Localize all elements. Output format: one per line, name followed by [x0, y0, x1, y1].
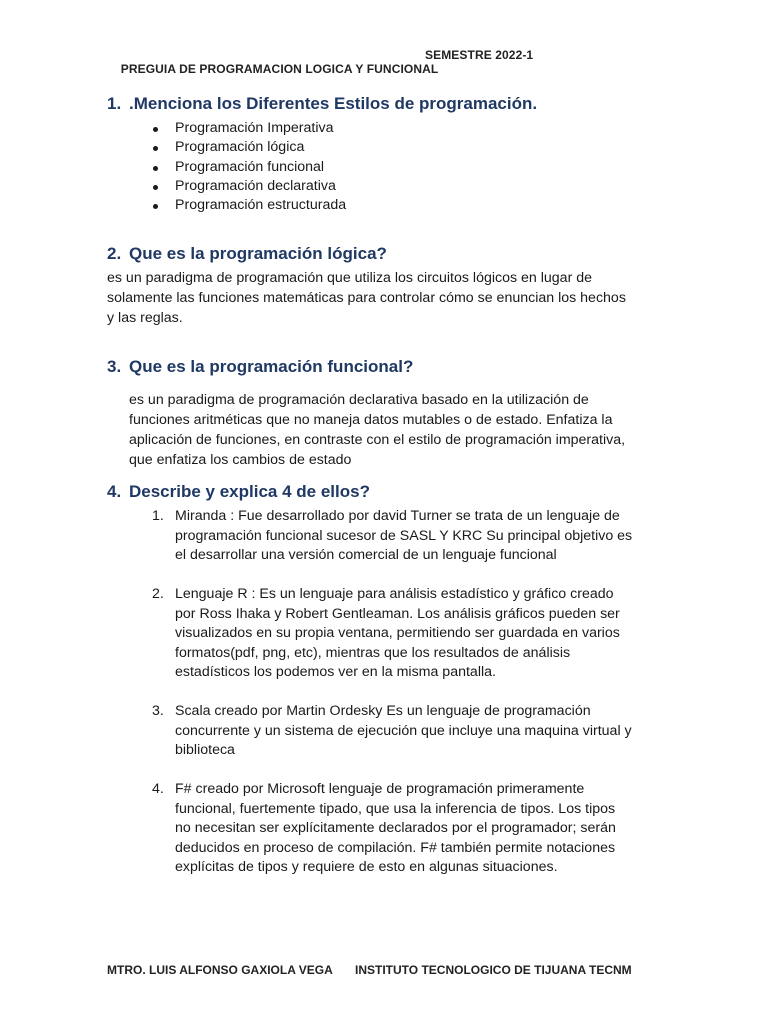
item-line: visualizados en su propia ventana, permitiendo ser guardada en varios	[175, 625, 620, 641]
answer-line: aplicación de funciones, en contraste con el estilo de programación imperativa,	[129, 432, 626, 448]
item-line: funcional, fuertemente tipado, que usa la inferencia de tipos. Los tipos	[175, 800, 616, 817]
item-number: 1.	[152, 508, 164, 524]
styles-list	[150, 119, 346, 215]
question-3-number: 3.	[107, 357, 122, 376]
question-4-heading	[107, 482, 370, 502]
list-item: Programación Imperativa	[150, 119, 346, 138]
footer-institution: INSTITUTO TECNOLOGICO DE TIJUANA TECNM	[355, 963, 632, 977]
item-line: estadísticos los podemos ver en la misma pantalla.	[175, 664, 496, 680]
item-line: explícitas de tipos y requiere de esto en algunas situaciones.	[175, 859, 558, 875]
question-2-answer	[107, 268, 626, 328]
footer-author: MTRO. LUIS ALFONSO GAXIOLA VEGA	[107, 963, 333, 977]
question-4-title: Describe y explica 4 de ellos?	[129, 482, 370, 501]
question-1-number: 1.	[107, 94, 122, 113]
item-line: concurrente y un sistema de ejecución que incluye una maquina virtual y	[175, 722, 632, 739]
question-2-number: 2.	[107, 244, 122, 263]
question-2-title: Que es la programación lógica?	[129, 244, 387, 263]
item-line: programación funcional sucesor de SASL Y KRC Su principal objetivo es	[175, 527, 633, 544]
item-line: biblioteca	[175, 742, 235, 758]
list-item: Programación lógica	[150, 138, 346, 157]
answer-line: es un paradigma de programación que utiliza los circuitos lógicos en lugar de	[107, 270, 593, 286]
item-line: Miranda : Fue desarrollado por david Turner se trata de un lenguaje de	[175, 508, 620, 524]
question-3-answer	[129, 390, 625, 470]
question-3-heading	[107, 357, 413, 377]
list-item	[150, 585, 650, 683]
answer-line: funciones aritméticas que no maneja datos mutables o de estado. Enfatiza la	[129, 412, 613, 428]
item-number: 3.	[152, 703, 164, 719]
question-1-heading	[107, 94, 537, 114]
list-item: Programación estructurada	[150, 196, 346, 215]
header-semester: SEMESTRE 2022-1	[425, 48, 534, 62]
item-number: 4.	[152, 781, 164, 797]
item-line: no necesitan ser explícitamente declarados por el programador; serán	[175, 820, 616, 836]
item-line: Scala creado por Martin Ordesky Es un lenguaje de programación	[175, 703, 591, 719]
answer-line: es un paradigma de programación declarativa basado en la utilización de	[129, 392, 589, 408]
list-item: Programación declarativa	[150, 177, 346, 196]
item-line: formatos(pdf, png, etc), mientras que los resultados de análisis	[175, 644, 571, 661]
header-title: PREGUIA DE PROGRAMACION LOGICA Y FUNCIONAL	[120, 62, 439, 76]
list-item	[150, 507, 650, 566]
languages-list	[150, 507, 650, 897]
list-item	[150, 780, 650, 878]
item-line: Lenguaje R : Es un lenguaje para análisis estadístico y gráfico creado	[175, 586, 614, 602]
question-3-title: Que es la programación funcional?	[129, 357, 414, 376]
answer-line: solamente las funciones matemáticas para controlar cómo se enuncian los hechos	[107, 290, 626, 306]
item-line: F# creado por Microsoft lenguaje de programación primeramente	[175, 781, 585, 797]
list-item: Programación funcional	[150, 158, 346, 177]
item-number: 2.	[152, 586, 164, 602]
answer-line: que enfatiza los cambios de estado	[129, 452, 352, 468]
question-1-title: .Menciona los Diferentes Estilos de programación.	[129, 94, 538, 113]
question-4-number: 4.	[107, 482, 122, 501]
question-2-heading	[107, 244, 387, 264]
item-line: deducidos en proceso de compilación. F# también permite notaciones	[175, 839, 616, 856]
answer-line: y las reglas.	[107, 310, 183, 326]
list-item	[150, 702, 650, 761]
item-line: el desarrollar una versión comercial de un lenguaje funcional	[175, 547, 557, 563]
page-footer	[107, 963, 632, 977]
item-line: por Ross Ihaka y Robert Gentleaman. Los análisis gráficos pueden ser	[175, 605, 620, 622]
